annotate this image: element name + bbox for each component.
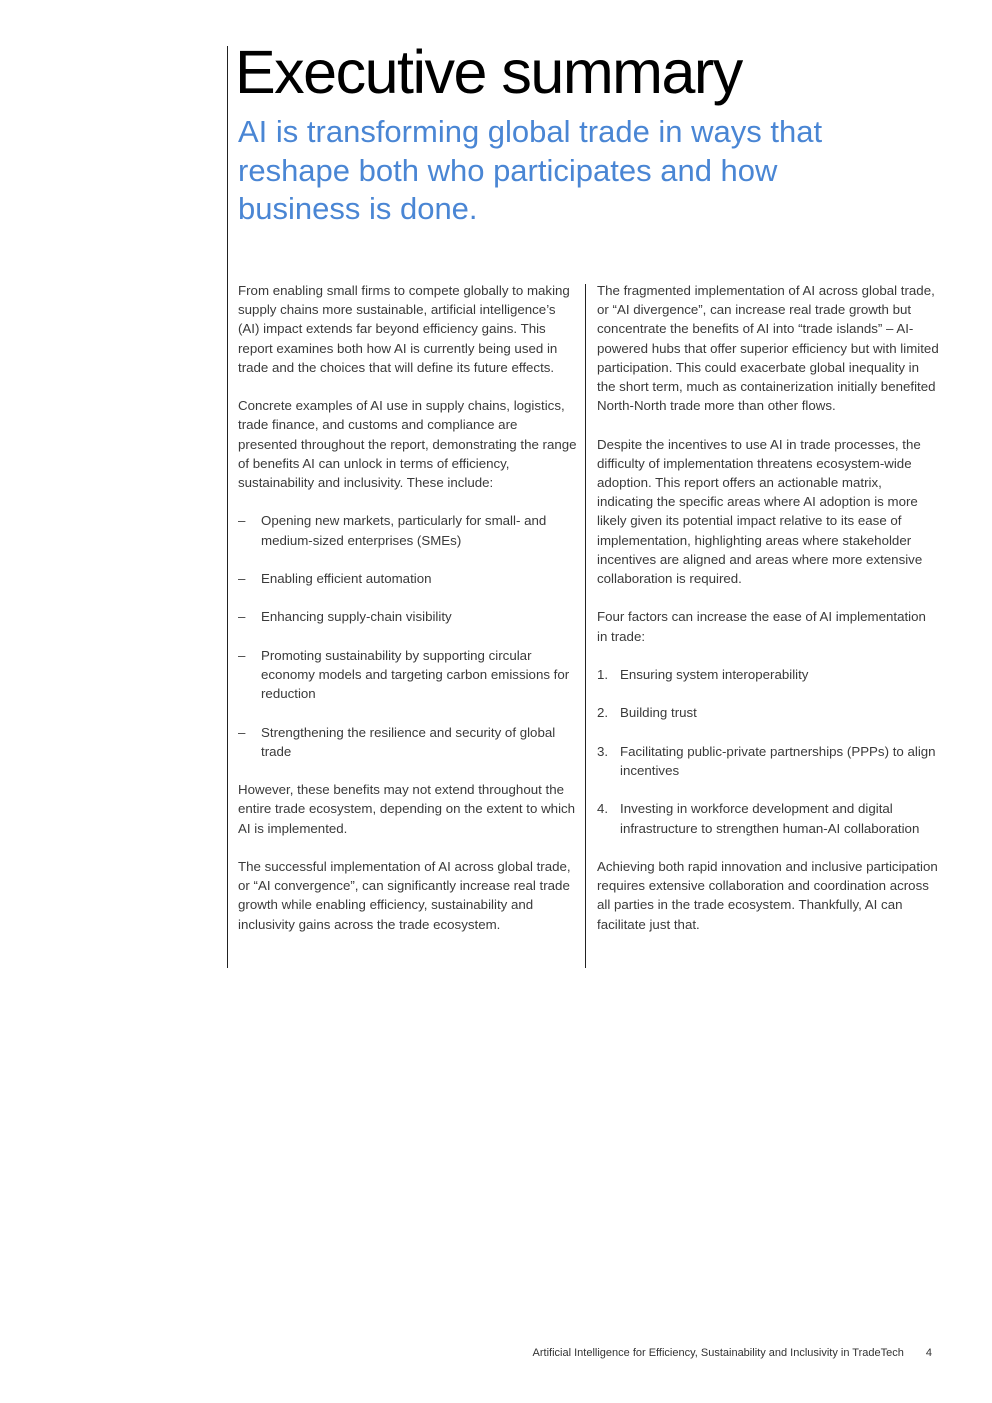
factors-list (597, 665, 939, 838)
list-item (597, 742, 939, 780)
dash-bullet: – (238, 647, 246, 663)
footer-report-title: Artificial Intelligence for Efficiency, Sustainability and Inclusivity in TradeTech (532, 1347, 904, 1359)
intro-paragraph: From enabling small firms to compete globally to making supply chains more sustainable, artificial intelligence’s (AI) impact extends far beyond efficiency gains. This report examines both how AI is currently being used in trade and the choices that will define its future effects. (238, 283, 570, 375)
list-item-text: Ensuring system interoperability (620, 667, 809, 683)
list-item-text: Opening new markets, particularly for small- and medium-sized enterprises (SMEs) (261, 513, 547, 548)
conclusion-paragraph: Achieving both rapid innovation and inclusive participation requires extensive collaboration and coordination across all parties in the trade ecosystem. Thankfully, AI can facilitate just that. (597, 858, 938, 932)
title-vertical-rule (227, 46, 228, 968)
list-number: 4. (597, 801, 609, 817)
list-number: 2. (597, 705, 609, 721)
list-item (238, 723, 580, 761)
dash-bullet: – (238, 724, 246, 740)
list-item-text: Facilitating public-private partnerships (PPPs) to align incentives (620, 743, 936, 778)
list-item (238, 511, 580, 549)
list-item (238, 646, 580, 704)
list-item (238, 607, 580, 626)
incentives-paragraph: Despite the incentives to use AI in trade processes, the difficulty of implementation threatens ecosystem-wide adoption. This report offers an actionable matrix, indicating the specific areas where AI adoption is more likely given its potential impact relative to its ease of implementation, highlighting areas where stakeholder incentives are aligned and areas where more extensive collaboration is required. (597, 436, 923, 587)
factors-intro-paragraph: Four factors can increase the ease of AI implementation in trade: (597, 609, 926, 644)
page-number: 4 (925, 1347, 932, 1359)
dash-bullet: – (238, 513, 246, 529)
list-item-text: Strengthening the resilience and security of global trade (261, 724, 556, 759)
benefits-list (238, 511, 580, 761)
list-item (597, 703, 939, 722)
divergence-paragraph: The fragmented implementation of AI across global trade, or “AI divergence”, can increase real trade growth but concentrate the benefits of AI into “trade islands” – AI-powered hubs that offer superior efficiency but with limited participation. This could exacerbate global inequality in the short term, much as containerization initially benefited North-North trade more than other flows. (597, 283, 939, 414)
list-item-text: Enabling efficient automation (261, 571, 432, 586)
examples-paragraph: Concrete examples of AI use in supply chains, logistics, trade finance, and customs and compliance are presented throughout the report, demonstrating the range of benefits AI can unlock in terms of efficiency, sustainability and inclusivity. These include: (238, 398, 577, 491)
list-item (597, 665, 939, 684)
list-item (597, 799, 939, 837)
column-divider-rule (585, 284, 586, 968)
dash-bullet: – (238, 609, 246, 625)
dash-bullet: – (238, 571, 246, 586)
list-number: 3. (597, 743, 609, 759)
list-item-text: Investing in workforce development and digital infrastructure to strengthen human-AI collaboration (620, 801, 920, 836)
list-item (238, 569, 580, 588)
page-subtitle: AI is transforming global trade in ways that reshape both who participates and how business is done. (238, 114, 823, 226)
right-column (597, 281, 939, 953)
list-item-text: Enhancing supply-chain visibility (261, 609, 452, 625)
convergence-paragraph: The successful implementation of AI across global trade, or “AI convergence”, can significantly increase real trade growth while enabling efficiency, sustainability and inclusivity gains across the trade ecosystem. (238, 858, 571, 932)
page-footer (533, 1347, 932, 1359)
left-column (238, 281, 580, 953)
list-number: 1. (597, 667, 609, 683)
caveat-paragraph: However, these benefits may not extend throughout the entire trade ecosystem, depending on the extent to which AI is implemented. (238, 782, 576, 836)
list-item-text: Building trust (620, 705, 697, 721)
page-title: Executive summary (235, 38, 742, 106)
list-item-text: Promoting sustainability by supporting circular economy models and targeting carbon emissions for reduction (261, 647, 570, 702)
